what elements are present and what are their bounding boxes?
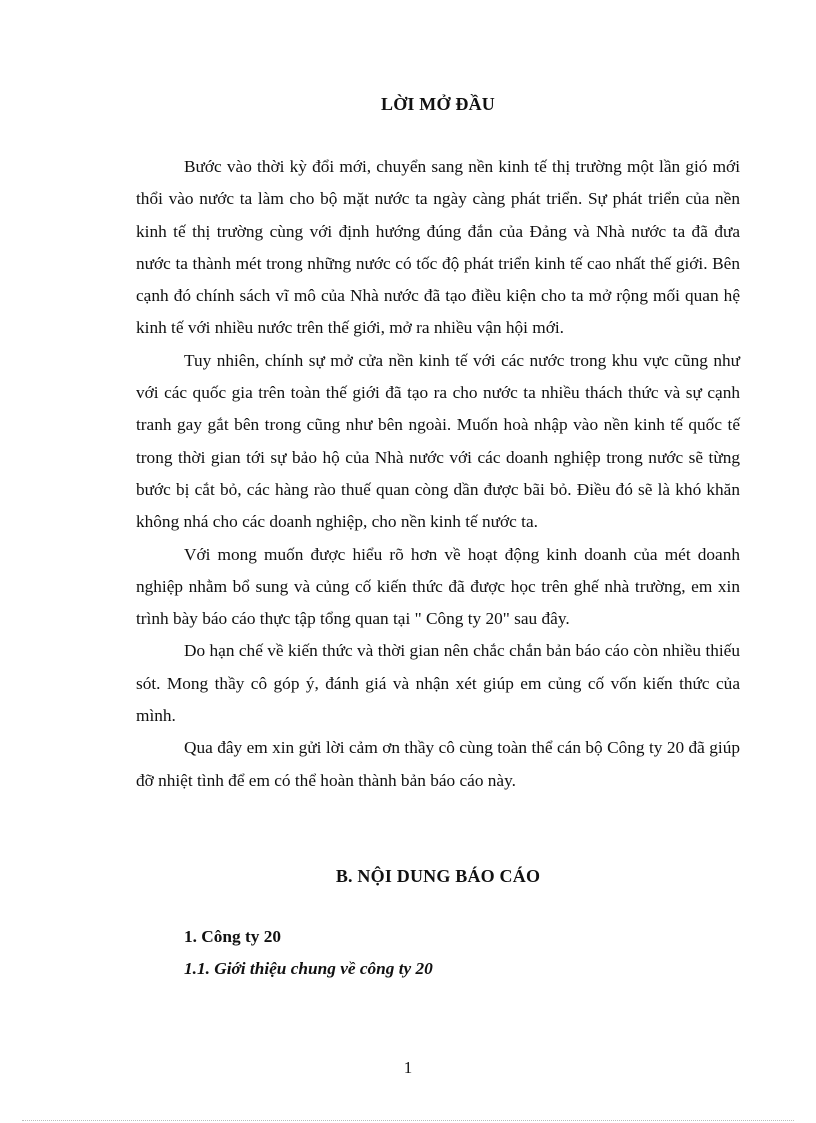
paragraph-2: Tuy nhiên, chính sự mở cửa nền kinh tế với các nước trong khu vực cũng như với các quốc gia trên toàn thế giới đã tạo ra cho nước ta nhiều thách thức và sự cạnh tranh gay gắt bên trong cũng như bên ngoài. Muốn hoà nhập vào nền kinh tế quốc tế trong thời gian tới sự bảo hộ của Nhà nước với các doanh nghiệp trong nước sẽ từng bước bị cắt bỏ, các hàng rào thuế quan còng dần được bãi bỏ. Điều đó sẽ là khó khăn không nhá cho các doanh nghiệp, cho nền kinh tế nước ta. [136,350,740,532]
page-bottom-divider [22,1120,794,1121]
body-text [136,151,740,797]
paragraph-3: Với mong muốn được hiểu rõ hơn về hoạt động kinh doanh của mét doanh nghiệp nhằm bổ sung và củng cố kiến thức đã được học trên ghế nhà trường, em xin trình bày báo cáo thực tập tổng quan tại " Công ty 20" sau đây. [136,544,740,629]
section-heading: B. NỘI DUNG BÁO CÁO [335,866,541,886]
page-title: LỜI MỞ ĐẦU [381,94,495,114]
paragraph-4: Do hạn chế về kiến thức và thời gian nên chắc chắn bản báo cáo còn nhiều thiếu sót. Mong thầy cô góp ý, đánh giá và nhận xét giúp em củng cố vốn kiến thức của mình. [136,641,740,726]
subsection-heading: 1. Công ty 20 [184,927,281,946]
paragraph-1: Bước vào thời kỳ đổi mới, chuyển sang nền kinh tế thị trường một lần gió mới thổi vào nước ta làm cho bộ mặt nước ta ngày càng phát triển. Sự phát triển của nền kinh tế thị trường cùng với định hướng đúng đắn của Đảng và Nhà nước ta đã đưa nước ta thành mét trong những nước có tốc độ phát triển kinh tế cao nhất thế giới. Bên cạnh đó chính sách vĩ mô của Nhà nước đã tạo điều kiện cho ta mở rộng mối quan hệ kinh tế với nhiều nước trên thế giới, mở ra nhiều vận hội mới. [136,157,740,338]
subsection-subheading: 1.1. Giới thiệu chung về công ty 20 [184,959,433,978]
paragraph-5: Qua đây em xin gửi lời cảm ơn thầy cô cùng toàn thể cán bộ Công ty 20 đã giúp đỡ nhiệt tình để em có thể hoàn thành bản báo cáo này. [136,738,740,790]
page-number: 1 [403,1058,413,1077]
